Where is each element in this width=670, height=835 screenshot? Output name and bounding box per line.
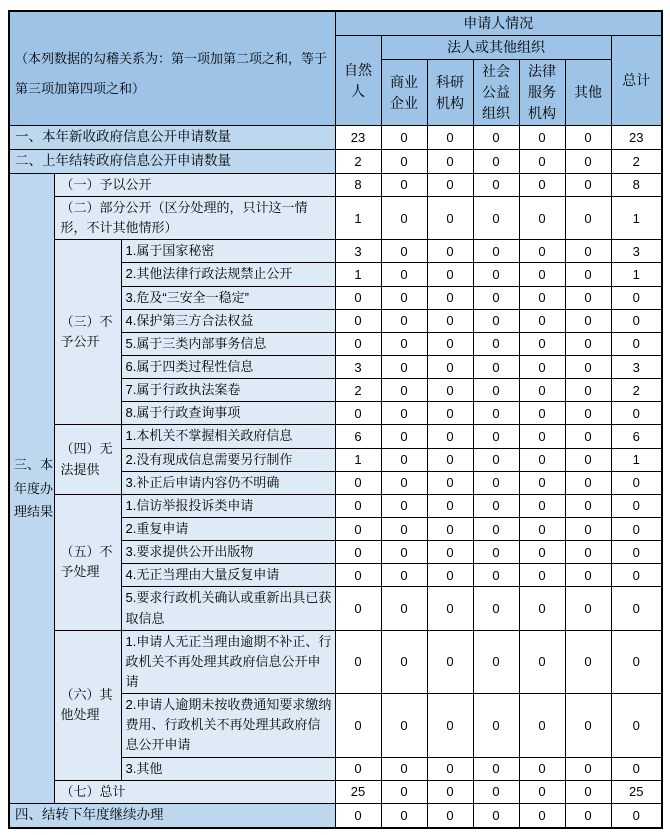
value-cell: 0 xyxy=(381,286,427,309)
value-cell: 0 xyxy=(565,263,611,286)
value-cell: 0 xyxy=(381,803,427,827)
value-cell: 2 xyxy=(335,379,381,402)
value-cell: 1 xyxy=(611,196,662,239)
value-cell: 0 xyxy=(519,630,565,693)
value-cell: 0 xyxy=(381,564,427,587)
table-row xyxy=(9,196,662,239)
value-cell: 0 xyxy=(611,803,662,827)
value-cell: 0 xyxy=(427,286,473,309)
value-cell: 3 xyxy=(611,240,662,263)
value-cell: 0 xyxy=(611,517,662,540)
value-cell: 0 xyxy=(427,757,473,780)
value-cell: 0 xyxy=(565,541,611,564)
row-label-new-requests-this-year: 一、本年新收政府信息公开申请数量 xyxy=(9,126,335,150)
row-label-disclosed: （一）予以公开 xyxy=(54,173,335,196)
value-cell: 0 xyxy=(611,694,662,757)
value-cell: 2 xyxy=(611,379,662,402)
value-cell: 0 xyxy=(335,471,381,494)
header-applicant-status: 申请人情况 xyxy=(335,11,662,36)
value-cell: 0 xyxy=(473,471,519,494)
value-cell: 0 xyxy=(427,240,473,263)
value-cell: 0 xyxy=(335,309,381,332)
row-label-petition-complaint: 1.信访举报投诉类申请 xyxy=(121,494,335,517)
value-cell: 0 xyxy=(427,425,473,448)
value-cell: 0 xyxy=(519,240,565,263)
value-cell: 0 xyxy=(427,355,473,378)
value-cell: 0 xyxy=(427,541,473,564)
value-cell: 0 xyxy=(381,694,427,757)
value-cell: 0 xyxy=(565,425,611,448)
value-cell: 0 xyxy=(427,126,473,150)
value-cell: 0 xyxy=(381,780,427,803)
value-cell: 0 xyxy=(565,587,611,630)
row-label-public-publications: 3.要求提供公开出版物 xyxy=(121,541,335,564)
value-cell: 0 xyxy=(519,402,565,425)
value-cell: 0 xyxy=(427,517,473,540)
table-body xyxy=(9,126,662,828)
row-label-partially-disclosed: （二）部分公开（区分处理的，只计这一情形，不计其他情形） xyxy=(54,196,335,239)
value-cell: 0 xyxy=(565,379,611,402)
value-cell: 0 xyxy=(427,196,473,239)
row-label-administrative-inquiry: 8.属于行政查询事项 xyxy=(121,402,335,425)
value-cell: 0 xyxy=(473,630,519,693)
value-cell: 0 xyxy=(381,309,427,332)
value-cell: 0 xyxy=(565,803,611,827)
value-cell: 0 xyxy=(519,471,565,494)
value-cell: 0 xyxy=(427,803,473,827)
row-label-repetitive-without-reason: 4.无正当理由大量反复申请 xyxy=(121,564,335,587)
value-cell: 1 xyxy=(611,448,662,471)
value-cell: 0 xyxy=(565,173,611,196)
value-cell: 3 xyxy=(611,355,662,378)
value-cell: 0 xyxy=(427,173,473,196)
table-row xyxy=(9,240,662,263)
value-cell: 0 xyxy=(519,309,565,332)
value-cell: 0 xyxy=(427,694,473,757)
value-cell: 0 xyxy=(473,494,519,517)
value-cell: 0 xyxy=(611,402,662,425)
header-legal-or-other-org: 法人或其他组织 xyxy=(381,36,611,60)
value-cell: 0 xyxy=(519,425,565,448)
group-label-not-processed: （五）不予处理 xyxy=(54,494,121,630)
value-cell: 0 xyxy=(565,126,611,150)
header-social-welfare-org: 社会公益组织 xyxy=(473,60,519,126)
value-cell: 8 xyxy=(335,173,381,196)
row-label-carried-over-from-last-year: 二、上年结转政府信息公开申请数量 xyxy=(9,149,335,173)
table-row xyxy=(9,126,662,150)
value-cell: 0 xyxy=(473,402,519,425)
row-label-still-unclear-after-correction: 3.补正后申请内容仍不明确 xyxy=(121,471,335,494)
value-cell: 0 xyxy=(381,402,427,425)
value-cell: 0 xyxy=(427,379,473,402)
value-cell: 0 xyxy=(519,780,565,803)
value-cell: 0 xyxy=(427,448,473,471)
value-cell: 0 xyxy=(519,355,565,378)
value-cell: 0 xyxy=(335,517,381,540)
value-cell: 0 xyxy=(565,355,611,378)
value-cell: 0 xyxy=(473,425,519,448)
value-cell: 0 xyxy=(473,286,519,309)
value-cell: 0 xyxy=(427,587,473,630)
value-cell: 0 xyxy=(335,587,381,630)
value-cell: 23 xyxy=(611,126,662,150)
value-cell: 0 xyxy=(381,196,427,239)
table-row xyxy=(9,425,662,448)
group-label-unable-to-provide: （四）无法提供 xyxy=(54,425,121,494)
value-cell: 0 xyxy=(519,379,565,402)
value-cell: 0 xyxy=(473,564,519,587)
value-cell: 25 xyxy=(611,780,662,803)
value-cell: 0 xyxy=(381,126,427,150)
value-cell: 0 xyxy=(473,355,519,378)
value-cell: 0 xyxy=(565,286,611,309)
row-label-overdue-no-correction: 1.申请人无正当理由逾期不补正、行政机关不再处理其政府信息公开申请 xyxy=(121,630,335,693)
value-cell: 0 xyxy=(427,494,473,517)
corner-note: （本列数据的勾稽关系为：第一项加第二项之和，等于第三项加第四项之和） xyxy=(9,11,335,126)
value-cell: 0 xyxy=(427,780,473,803)
value-cell: 0 xyxy=(427,332,473,355)
value-cell: 3 xyxy=(335,240,381,263)
value-cell: 0 xyxy=(565,780,611,803)
value-cell: 0 xyxy=(519,126,565,150)
value-cell: 0 xyxy=(381,355,427,378)
row-label-confirm-or-reissue: 5.要求行政机关确认或重新出具已获取信息 xyxy=(121,587,335,630)
value-cell: 0 xyxy=(335,402,381,425)
value-cell: 0 xyxy=(381,471,427,494)
value-cell: 0 xyxy=(565,564,611,587)
row-label-overdue-fee-unpaid: 2.申请人逾期未按收费通知要求缴纳费用、行政机关不再处理其政府信息公开申请 xyxy=(121,694,335,757)
row-label-needs-separate-production: 2.没有现成信息需要另行制作 xyxy=(121,448,335,471)
value-cell: 0 xyxy=(335,630,381,693)
value-cell: 0 xyxy=(473,587,519,630)
value-cell: 0 xyxy=(519,263,565,286)
value-cell: 0 xyxy=(473,757,519,780)
value-cell: 23 xyxy=(335,126,381,150)
value-cell: 0 xyxy=(427,402,473,425)
value-cell: 0 xyxy=(519,587,565,630)
value-cell: 0 xyxy=(381,425,427,448)
value-cell: 0 xyxy=(519,448,565,471)
value-cell: 0 xyxy=(473,149,519,173)
header-research-institution: 科研机构 xyxy=(427,60,473,126)
value-cell: 2 xyxy=(611,149,662,173)
group-label-other-handling: （六）其他处理 xyxy=(54,630,121,780)
value-cell: 0 xyxy=(381,494,427,517)
value-cell: 0 xyxy=(381,379,427,402)
value-cell: 0 xyxy=(519,803,565,827)
row-label-internal-affairs: 5.属于三类内部事务信息 xyxy=(121,332,335,355)
value-cell: 0 xyxy=(611,286,662,309)
value-cell: 0 xyxy=(381,448,427,471)
value-cell: 0 xyxy=(565,471,611,494)
value-cell: 0 xyxy=(473,541,519,564)
row-label-process-information: 6.属于四类过程性信息 xyxy=(121,355,335,378)
value-cell: 0 xyxy=(519,541,565,564)
value-cell: 0 xyxy=(473,379,519,402)
row-label-third-party-rights: 4.保护第三方合法权益 xyxy=(121,309,335,332)
value-cell: 0 xyxy=(565,494,611,517)
value-cell: 0 xyxy=(473,263,519,286)
value-cell: 2 xyxy=(335,149,381,173)
value-cell: 1 xyxy=(335,196,381,239)
value-cell: 0 xyxy=(519,286,565,309)
section-label-results-this-year: 三、本年度办理结果 xyxy=(9,173,54,803)
value-cell: 0 xyxy=(381,173,427,196)
value-cell: 0 xyxy=(427,471,473,494)
value-cell: 0 xyxy=(427,149,473,173)
value-cell: 0 xyxy=(473,780,519,803)
value-cell: 0 xyxy=(519,196,565,239)
value-cell: 0 xyxy=(473,309,519,332)
value-cell: 0 xyxy=(565,517,611,540)
value-cell: 0 xyxy=(565,332,611,355)
value-cell: 0 xyxy=(519,694,565,757)
value-cell: 0 xyxy=(519,173,565,196)
value-cell: 0 xyxy=(611,757,662,780)
value-cell: 0 xyxy=(565,448,611,471)
value-cell: 0 xyxy=(473,803,519,827)
value-cell: 0 xyxy=(611,471,662,494)
value-cell: 0 xyxy=(519,517,565,540)
value-cell: 0 xyxy=(473,332,519,355)
group-label-not-disclosed: （三）不予公开 xyxy=(54,240,121,425)
value-cell: 0 xyxy=(381,757,427,780)
disclosure-table xyxy=(8,10,663,829)
row-label-enforcement-files: 7.属于行政执法案卷 xyxy=(121,379,335,402)
header-commercial-enterprise: 商业企业 xyxy=(381,60,427,126)
row-label-not-held-by-agency: 1.本机关不掌握相关政府信息 xyxy=(121,425,335,448)
row-label-other: 3.其他 xyxy=(121,757,335,780)
value-cell: 0 xyxy=(335,332,381,355)
value-cell: 1 xyxy=(335,448,381,471)
value-cell: 0 xyxy=(565,402,611,425)
value-cell: 0 xyxy=(565,694,611,757)
row-label-repeated-application: 2.重复申请 xyxy=(121,517,335,540)
value-cell: 0 xyxy=(473,126,519,150)
value-cell: 3 xyxy=(335,355,381,378)
value-cell: 0 xyxy=(611,494,662,517)
header-other-org: 其他 xyxy=(565,60,611,126)
value-cell: 1 xyxy=(335,263,381,286)
value-cell: 0 xyxy=(335,564,381,587)
table-row xyxy=(9,149,662,173)
value-cell: 0 xyxy=(473,240,519,263)
row-label-state-secret: 1.属于国家秘密 xyxy=(121,240,335,263)
value-cell: 0 xyxy=(565,309,611,332)
value-cell: 0 xyxy=(519,494,565,517)
value-cell: 0 xyxy=(611,332,662,355)
value-cell: 0 xyxy=(565,757,611,780)
value-cell: 0 xyxy=(611,630,662,693)
value-cell: 0 xyxy=(611,541,662,564)
value-cell: 0 xyxy=(473,448,519,471)
value-cell: 0 xyxy=(335,541,381,564)
value-cell: 0 xyxy=(565,630,611,693)
value-cell: 0 xyxy=(473,694,519,757)
value-cell: 0 xyxy=(427,630,473,693)
value-cell: 0 xyxy=(473,173,519,196)
value-cell: 0 xyxy=(519,564,565,587)
value-cell: 0 xyxy=(611,564,662,587)
value-cell: 0 xyxy=(519,149,565,173)
value-cell: 0 xyxy=(611,587,662,630)
row-label-prohibited-by-law: 2.其他法律行政法规禁止公开 xyxy=(121,263,335,286)
table-row xyxy=(9,173,662,196)
value-cell: 0 xyxy=(427,564,473,587)
table-row xyxy=(9,494,662,517)
value-cell: 0 xyxy=(381,263,427,286)
value-cell: 0 xyxy=(427,263,473,286)
value-cell: 1 xyxy=(611,263,662,286)
value-cell: 6 xyxy=(335,425,381,448)
value-cell: 0 xyxy=(381,630,427,693)
value-cell: 6 xyxy=(611,425,662,448)
value-cell: 25 xyxy=(335,780,381,803)
value-cell: 0 xyxy=(381,541,427,564)
value-cell: 0 xyxy=(611,309,662,332)
value-cell: 0 xyxy=(519,757,565,780)
value-cell: 0 xyxy=(335,803,381,827)
value-cell: 0 xyxy=(473,196,519,239)
header-natural-person: 自然人 xyxy=(335,36,381,126)
table-row xyxy=(9,803,662,827)
value-cell: 0 xyxy=(335,694,381,757)
header-total: 总计 xyxy=(611,36,662,126)
value-cell: 0 xyxy=(381,240,427,263)
row-label-carried-to-next-year: 四、结转下年度继续办理 xyxy=(9,803,335,827)
value-cell: 0 xyxy=(381,517,427,540)
value-cell: 0 xyxy=(381,149,427,173)
row-label-subtotal: （七）总计 xyxy=(54,780,335,803)
value-cell: 0 xyxy=(565,196,611,239)
value-cell: 0 xyxy=(335,286,381,309)
value-cell: 0 xyxy=(427,309,473,332)
row-label-endanger-security: 3.危及“三安全一稳定” xyxy=(121,286,335,309)
value-cell: 0 xyxy=(335,494,381,517)
value-cell: 0 xyxy=(381,332,427,355)
value-cell: 0 xyxy=(519,332,565,355)
value-cell: 8 xyxy=(611,173,662,196)
value-cell: 0 xyxy=(381,587,427,630)
value-cell: 0 xyxy=(565,240,611,263)
header-legal-service-org: 法律服务机构 xyxy=(519,60,565,126)
table-row xyxy=(9,630,662,693)
table-row xyxy=(9,780,662,803)
value-cell: 0 xyxy=(335,757,381,780)
value-cell: 0 xyxy=(473,517,519,540)
value-cell: 0 xyxy=(565,149,611,173)
